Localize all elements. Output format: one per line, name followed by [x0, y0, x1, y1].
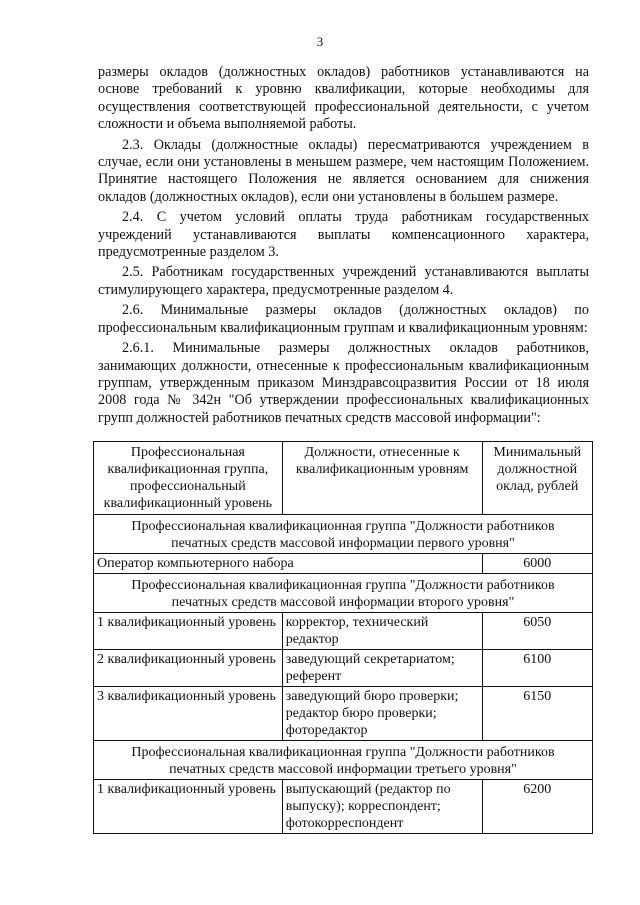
- header-positions: Должности, отнесенные к квалификационным уровням: [282, 442, 482, 515]
- positions-cell: выпускающий (редактор по выпуску); корреспондент; фотокорреспондент: [282, 780, 482, 834]
- positions-cell: корректор, технический редактор: [282, 613, 482, 650]
- paragraph: размеры окладов (должностных окладов) работников устанавливаются на основе требований к уровню квалификации, которые необходимы для осуществления соответствующей профессиональной деятельности, с учетом сложности и объема выполняемой работы.: [98, 64, 589, 133]
- amount-cell: 6200: [482, 780, 592, 834]
- table-header-row: [94, 442, 593, 515]
- level-cell: 1 квалификационный уровень: [94, 613, 283, 650]
- amount-cell: 6050: [482, 613, 592, 650]
- page-number: 3: [316, 34, 324, 49]
- paragraph: 2.6.1. Минимальные размеры должностных окладов работников, занимающих должности, отнесенные к профессиональным квалификационным группам, утвержденным приказом Минздравсоцразвития России от 18 июля 2008 года № 342н "Об утверждении профессиональных квалификационных групп должностей работников печатных средств массовой информации":: [98, 340, 589, 426]
- group-title-row: [94, 741, 593, 780]
- positions-cell: заведующий бюро проверки; редактор бюро проверки; фоторедактор: [282, 687, 482, 741]
- amount-cell: 6000: [482, 554, 592, 574]
- table-row: [94, 687, 593, 741]
- paragraph: 2.3. Оклады (должностные оклады) пересматриваются учреждением в случае, если они установлены в меньшем размере, чем настоящим Положением. Принятие настоящего Положения не является основанием для снижения окладов (должностных окладов), если они установлены в большем размере.: [98, 136, 589, 205]
- group-title-row: [94, 515, 593, 554]
- table-row: [94, 613, 593, 650]
- group-title-row: [94, 574, 593, 613]
- group-title: Профессиональная квалификационная группа "Должности работников печатных средств массовой информации третьего уровня": [94, 741, 593, 780]
- paragraph: 2.5. Работникам государственных учреждений устанавливаются выплаты стимулирующего характера, предусмотренные разделом 4.: [98, 264, 589, 298]
- paragraph: 2.4. С учетом условий оплаты труда работникам государственных учреждений устанавливаются выплаты компенсационного характера, предусмотренные разделом 3.: [98, 209, 589, 261]
- paragraph: 2.6. Минимальные размеры окладов (должностных окладов) по профессиональным квалификационным группам и квалификационным уровням:: [98, 302, 589, 336]
- amount-cell: 6150: [482, 687, 592, 741]
- table-row: [94, 554, 593, 574]
- group-title: Профессиональная квалификационная группа "Должности работников печатных средств массовой информации первого уровня": [94, 515, 593, 554]
- group-title: Профессиональная квалификационная группа "Должности работников печатных средств массовой информации второго уровня": [94, 574, 593, 613]
- positions-cell: заведующий секретариатом; референт: [282, 650, 482, 687]
- level-cell: 3 квалификационный уровень: [94, 687, 283, 741]
- header-group-level: Профессиональная квалификационная группа, профессиональный квалификационный уровень: [94, 442, 283, 515]
- level-cell: 2 квалификационный уровень: [94, 650, 283, 687]
- header-min-salary: Минимальный должностной оклад, рублей: [482, 442, 592, 515]
- amount-cell: 6100: [482, 650, 592, 687]
- body-text: [98, 64, 589, 430]
- salary-table: [93, 441, 593, 834]
- level-cell: 1 квалификационный уровень: [94, 780, 283, 834]
- position-cell: Оператор компьютерного набора: [94, 554, 483, 574]
- table-row: [94, 780, 593, 834]
- table-row: [94, 650, 593, 687]
